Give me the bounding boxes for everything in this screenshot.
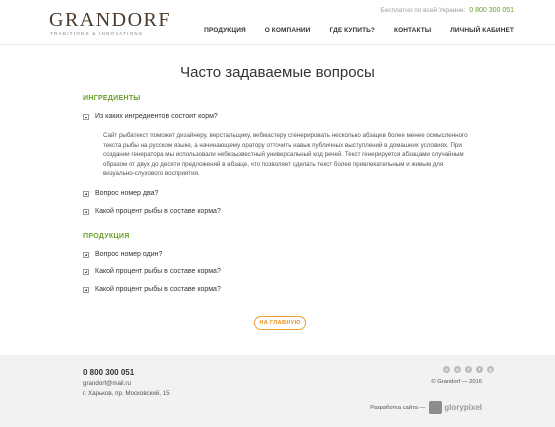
expand-icon[interactable] [83,209,89,215]
faq-question[interactable] [83,208,221,215]
faq-question-text[interactable]: Вопрос номер один? [95,251,163,258]
glorypixel-logo-icon [429,401,442,414]
developer-credit [370,401,482,414]
nav-account[interactable]: ЛИЧНЫЙ КАБИНЕТ [450,27,514,34]
faq-question[interactable] [83,190,158,197]
site-footer [0,355,555,427]
vk-icon[interactable]: v [443,366,450,373]
copyright: © Grandorf — 2016 [431,379,482,385]
section-title-ingredients: ИНГРЕДИЕНТЫ [83,95,141,102]
ok-icon[interactable]: o [454,366,461,373]
faq-question-text[interactable]: Вопрос номер два? [95,190,159,197]
faq-question[interactable] [83,113,218,120]
home-button[interactable]: НА ГЛАВНУЮ [254,316,306,330]
expand-icon[interactable] [83,269,89,275]
expand-icon[interactable] [83,287,89,293]
facebook-icon[interactable]: f [465,366,472,373]
hotline-label: Бесплатно по всей Украине: [380,7,466,14]
logo[interactable] [49,10,171,36]
hotline [380,7,514,14]
nav-products[interactable]: ПРОДУКЦИЯ [204,27,246,34]
faq-question-text[interactable]: Какой процент рыбы в составе корма? [95,268,221,275]
twitter-icon[interactable]: t [476,366,483,373]
google-plus-icon[interactable]: g [487,366,494,373]
expand-icon[interactable] [83,252,89,258]
collapse-icon[interactable] [83,114,89,120]
nav-where-to-buy[interactable]: ГДЕ КУПИТЬ? [329,27,375,34]
faq-question[interactable] [83,251,162,258]
logo-word: GRANDORF [49,9,172,31]
nav-about[interactable]: О КОМПАНИИ [264,27,311,34]
developer-logo[interactable] [429,401,482,414]
footer-phone[interactable]: 0 800 300 051 [83,368,135,377]
developer-name: glorypixel [444,403,482,412]
page-title: Часто задаваемые вопросы [180,64,375,81]
faq-question-text[interactable]: Какой процент рыбы в составе корма? [95,208,221,215]
section-title-products: ПРОДУКЦИЯ [83,233,130,240]
faq-answer: Сайт рыбатекст поможет дизайнеру, верстальщику, вебмастеру сгенерировать несколько абзацев более менее осмысленного текста рыбы на русском языке, а начинающему оратору отточить навык публичных выступлений в домашних условиях. При создании генератора мы использовали небезызвестный универсальный код речей. Текст генерируется абзацами случайным образом от двух до десяти предложений в абзаце, что позволяет сделать текст более привлекательным и живым для визуально-слухового восприятия. [103,132,468,178]
footer-address: г. Харьков, пр. Московский, 15 [83,390,170,397]
main-nav [185,27,514,34]
nav-contacts[interactable]: КОНТАКТЫ [394,27,432,34]
faq-question-text[interactable]: Из каких ингредиентов состоит корм? [95,113,218,120]
hotline-number[interactable]: 0 800 300 051 [469,7,514,14]
faq-question[interactable] [83,268,221,275]
site-header [0,0,555,45]
footer-email[interactable]: grandorf@mail.ru [83,380,131,387]
faq-question[interactable] [83,286,221,293]
logo-tagline: TRADITIONS & INNOVATIONS [50,31,144,36]
expand-icon[interactable] [83,191,89,197]
social-links [443,366,494,373]
faq-question-text[interactable]: Какой процент рыбы в составе корма? [95,286,221,293]
developer-label: Разработка сайта — [370,404,426,411]
